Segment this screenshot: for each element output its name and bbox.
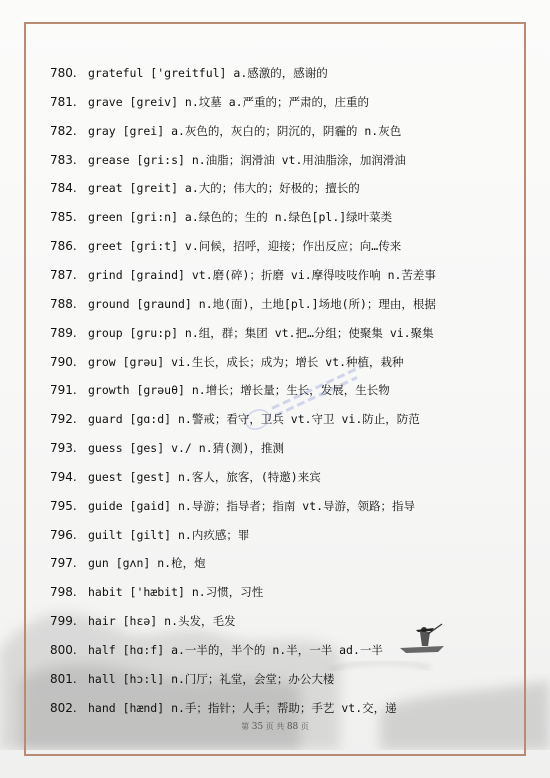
entry-text: grind [graind] vt.磨(碎)；折磨 vi.摩得吱吱作响 n.苦差事 — [88, 267, 436, 282]
entry-text: guest [gest] n.客人，旅客，(特邀)来宾 — [88, 469, 321, 484]
list-item — [50, 150, 470, 170]
list-item — [50, 409, 470, 429]
entry-text: hair [hɛə] n.头发，毛发 — [88, 614, 236, 629]
entry-number: 801. — [50, 671, 77, 686]
entry-number: 784. — [50, 181, 77, 196]
list-item — [50, 236, 470, 256]
entry-text: green [gri:n] a.绿色的；生的 n.绿色[pl.]绿叶菜类 — [88, 210, 393, 225]
entry-number: 788. — [50, 296, 77, 311]
entry-number: 782. — [50, 123, 77, 138]
page-footer — [0, 721, 550, 732]
entry-number: 786. — [50, 239, 77, 254]
entry-number: 785. — [50, 210, 77, 225]
entry-text: grateful ['greitful] a.感激的，感谢的 — [88, 66, 328, 80]
entry-number: 794. — [50, 469, 77, 484]
list-item — [50, 207, 470, 227]
entry-text: gray [grei] a.灰色的，灰白的；阴沉的，阴霾的 n.灰色 — [88, 123, 402, 138]
entry-number: 780. — [50, 66, 77, 80]
entry-number: 797. — [50, 556, 77, 571]
entry-number: 795. — [50, 498, 77, 513]
entry-text: grave [greiv] n.坟墓 a.严重的；严肃的，庄重的 — [88, 94, 370, 109]
entry-text: half [hɑ:f] a.一半的，半个的 n.半，一半 ad.一半 — [88, 643, 383, 657]
entry-number: 799. — [50, 614, 77, 629]
list-item — [50, 380, 470, 400]
entry-text: grow [grəu] vi.生长，成长；成为；增长 vt.种植，栽种 — [88, 354, 404, 369]
entry-text: great [greit] a.大的；伟大的；好极的；擅长的 — [88, 181, 360, 196]
footer-page-number: 35 — [251, 722, 264, 732]
list-item — [50, 294, 470, 314]
footer-suffix: 页 — [300, 722, 309, 731]
entry-text: growth [grəuθ] n.增长；增长量；生长，发展，生长物 — [88, 383, 390, 398]
entry-text: habit ['hæbit] n.习惯，习性 — [88, 585, 264, 600]
entry-text: guard [gɑ:d] n.警戒；看守，卫兵 vt.守卫 vi.防止，防范 — [88, 412, 420, 427]
entry-number: 793. — [50, 441, 77, 456]
footer-prefix: 第 — [241, 722, 250, 731]
list-item — [50, 438, 470, 458]
entry-text: group [gru:p] n.组，群；集团 vt.把…分组；使聚集 vi.聚集 — [88, 325, 434, 340]
list-item — [50, 178, 470, 198]
list-item — [50, 611, 470, 631]
entry-number: 781. — [50, 94, 77, 109]
entry-number: 800. — [50, 643, 77, 657]
list-item — [50, 669, 470, 689]
entry-number: 789. — [50, 325, 77, 340]
entry-number: 790. — [50, 354, 77, 369]
entry-number: 796. — [50, 527, 77, 542]
entry-number: 787. — [50, 267, 77, 282]
list-item — [50, 698, 470, 718]
footer-total-pages: 88 — [286, 722, 299, 732]
footer-middle: 页 共 — [265, 722, 285, 731]
entry-number: 792. — [50, 412, 77, 427]
list-item — [50, 352, 470, 372]
list-item — [50, 92, 470, 112]
entry-text: hand [hænd] n.手；指针；人手；帮助；手艺 vt.交，递 — [88, 700, 397, 715]
entry-text: greet [gri:t] v.问候，招呼，迎接；作出反应；向…传来 — [88, 239, 402, 254]
entry-text: grease [gri:s] n.油脂；润滑油 vt.用油脂涂，加润滑油 — [88, 152, 406, 167]
list-item — [50, 496, 470, 516]
list-item — [50, 467, 470, 487]
list-item — [50, 525, 470, 545]
entry-number: 783. — [50, 152, 77, 167]
list-item — [50, 553, 470, 573]
list-item — [50, 582, 470, 602]
list-item — [50, 121, 470, 141]
entry-text: ground [graund] n.地(面)，土地[pl.]场地(所)；理由，根据 — [88, 296, 436, 311]
entry-number: 798. — [50, 585, 77, 600]
list-item — [50, 265, 470, 285]
entry-number: 802. — [50, 700, 77, 715]
entry-text: hall [hɔ:l] n.门厅；礼堂，会堂；办公大楼 — [88, 671, 335, 686]
entry-number: 791. — [50, 383, 77, 398]
entry-text: gun [gʌn] n.枪，炮 — [88, 556, 206, 571]
list-item — [50, 640, 470, 660]
list-item — [50, 323, 470, 343]
entry-text: guess [ges] v./ n.猜(测)，推测 — [88, 441, 284, 456]
list-item — [50, 63, 470, 83]
entry-text: guilt [gilt] n.内疚感；罪 — [88, 527, 250, 542]
entry-text: guide [gaid] n.导游；指导者；指南 vt.导游，领路；指导 — [88, 498, 416, 513]
